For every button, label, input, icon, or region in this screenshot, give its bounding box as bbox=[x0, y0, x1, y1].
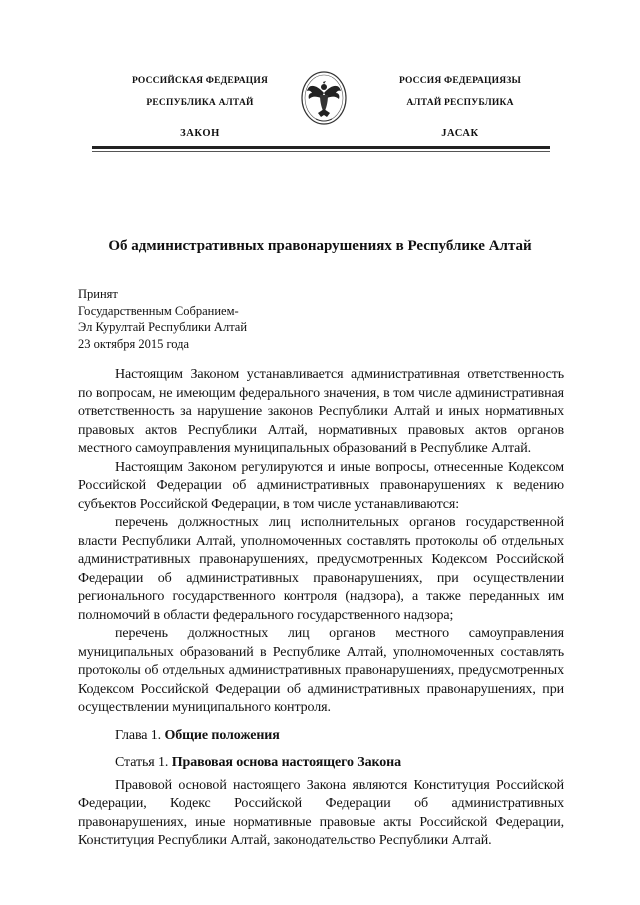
header-right-line2: АЛТАЙ РЕСПУБЛИКА bbox=[406, 98, 514, 108]
chapter-prefix: Глава 1. bbox=[115, 727, 165, 743]
header-right-line1: РОССИЯ ФЕДЕРАЦИЯЗЫ bbox=[399, 76, 521, 86]
document-title: Об административных правонарушениях в Республике Алтай bbox=[108, 238, 532, 254]
coat-of-arms-icon bbox=[299, 69, 349, 127]
article-heading bbox=[78, 754, 564, 773]
header-right-block bbox=[350, 70, 570, 145]
document-body bbox=[78, 366, 564, 851]
list-paragraph: перечень должностных лиц исполнительных органов государственной власти Республики Алтай, уполномоченных составлять протоколы об отдельных административных правонарушениях, предусмотренных Кодексом Российской Федерации об административных правонарушениях, при осуществлении регионального государственного контроля (надзора), а также переданных им полномочий в области федерального государственного надзора; bbox=[78, 515, 564, 623]
adoption-line: Государственным Собранием- bbox=[78, 303, 239, 318]
body-paragraph: Настоящим Законом устанавливается административная ответственность по вопросам, не имеющим федерального значения, в том числе административная ответственность за нарушение законов Республики Алтай и иных нормативных правовых актов Республики Алтай, нормативных правовых актов органов местного самоуправления муниципальных образований в Республике Алтай. bbox=[78, 367, 564, 456]
article-title: Правовая основа настоящего Закона bbox=[171, 755, 402, 770]
article-prefix: Статья 1. bbox=[115, 755, 172, 770]
adoption-line: Эл Курултай Республики Алтай bbox=[78, 320, 248, 334]
header-left-block bbox=[90, 70, 310, 145]
header-rule-thin bbox=[92, 151, 550, 152]
header-right-kind: JАСАК bbox=[441, 128, 479, 139]
chapter-heading bbox=[78, 727, 564, 746]
adoption-block bbox=[78, 286, 378, 352]
body-paragraph: Настоящим Законом регулируются и иные вопросы, отнесенные Кодексом Российской Федерации об административных правонарушениях к ведению субъектов Российской Федерации, в том числе устанавливаются: bbox=[78, 459, 564, 512]
header-left-line2: РЕСПУБЛИКА АЛТАЙ bbox=[146, 98, 254, 108]
header-left-kind: ЗАКОН bbox=[180, 128, 220, 139]
header-rule-thick bbox=[92, 146, 550, 149]
chapter-title: Общие положения bbox=[164, 727, 280, 743]
body-paragraph: Правовой основой настоящего Закона являются Конституция Российской Федерации, Кодекс Российской Федерации об административных правонарушениях, иные нормативные правовые акты Российской Федерации, Конституция Республики Алтай, законодательство Республики Алтай. bbox=[78, 777, 564, 848]
adoption-date: 23 октября 2015 года bbox=[78, 336, 190, 351]
adoption-line: Принят bbox=[78, 287, 118, 301]
list-paragraph: перечень должностных лиц органов местного самоуправления муниципальных образований в Республике Алтай, уполномоченных составлять протоколы об отдельных административных правонарушениях, предусмотренных Кодексом Российской Федерации об административных правонарушениях, при осуществлении муниципального контроля. bbox=[78, 626, 564, 715]
header-left-line1: РОССИЙСКАЯ ФЕДЕРАЦИЯ bbox=[131, 76, 269, 86]
